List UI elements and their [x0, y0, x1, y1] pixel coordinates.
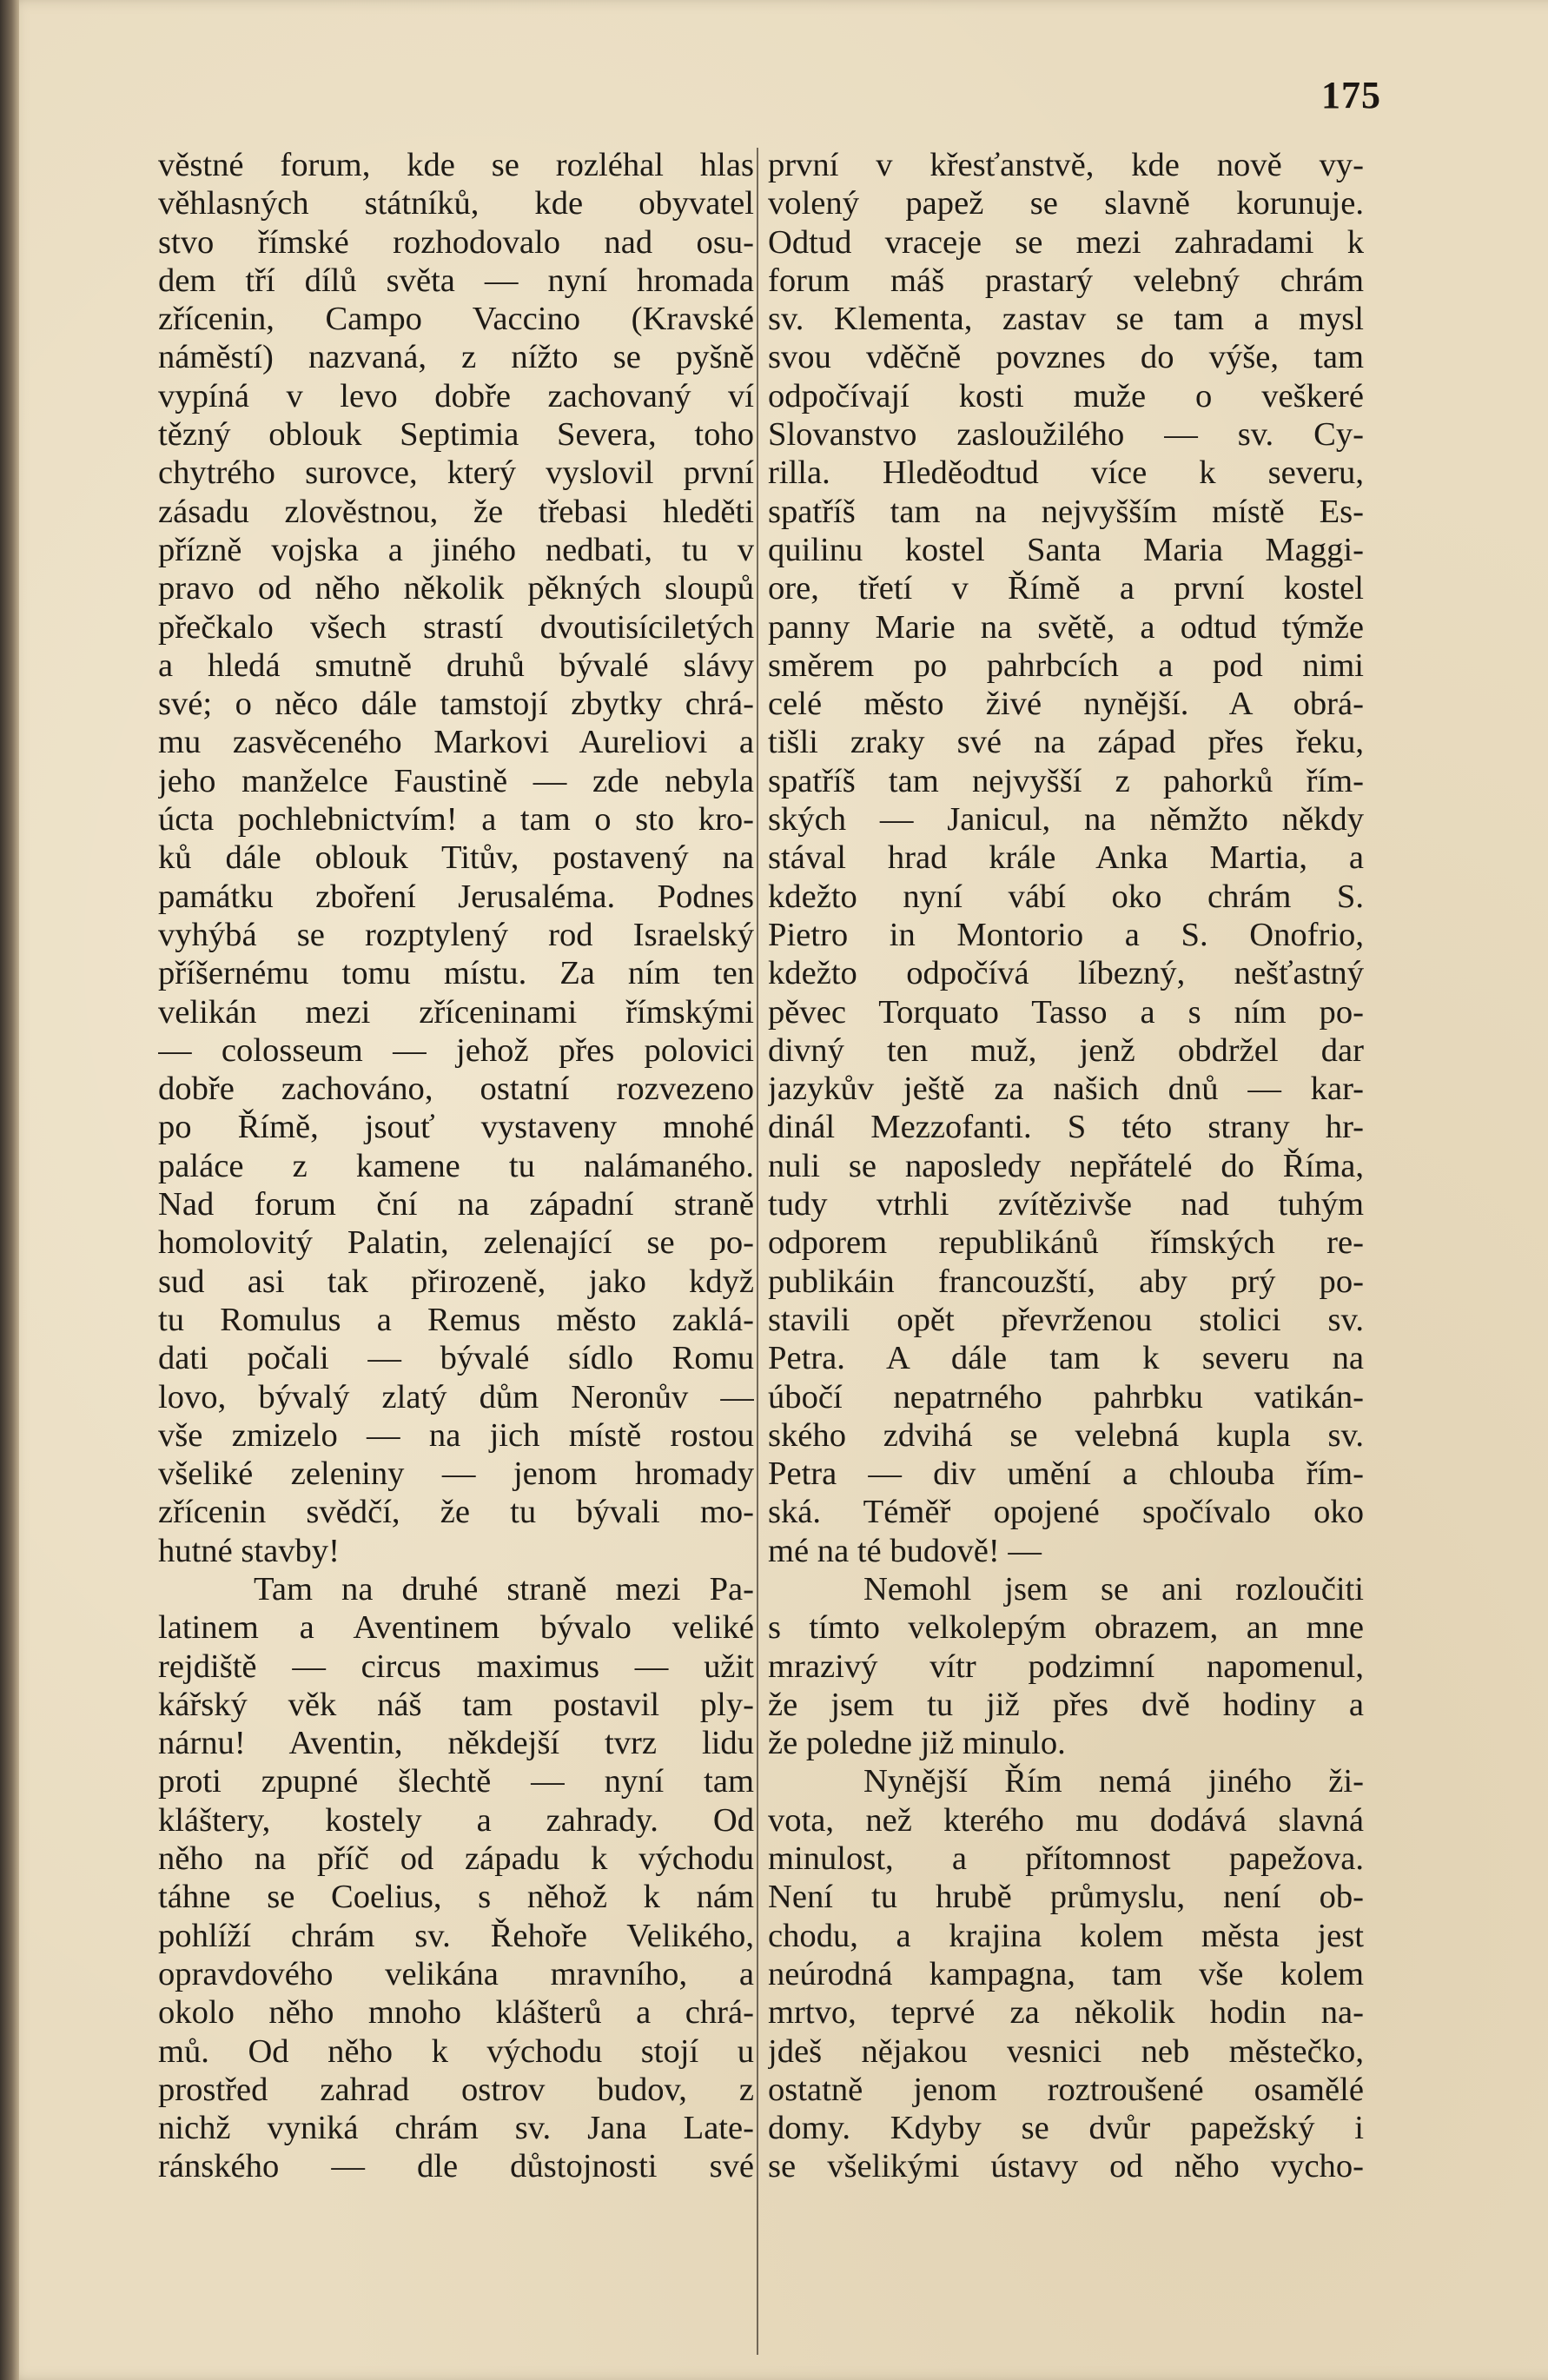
text-line: volený papež se slavně korunuje.	[768, 185, 1364, 222]
text-line: chodu, a krajina kolem města jest	[768, 1917, 1364, 1954]
text-line: ská. Téměř opojené spočívalo oko	[768, 1494, 1364, 1531]
text-line: náměstí) nazvaná, z nížto se pyšně	[158, 339, 754, 376]
text-line: stvo římské rozhodovalo nad osu-	[158, 223, 754, 261]
text-line: vota, než kterého mu dodává slavná	[768, 1801, 1364, 1839]
text-line: homolovitý Palatin, zelenající se po-	[158, 1224, 754, 1262]
text-line: Petra — div umění a chlouba řím-	[768, 1455, 1364, 1493]
text-line: nuli se naposledy nepřátelé do Říma,	[768, 1147, 1364, 1184]
text-line: opravdového velikána mravního, a	[158, 1955, 754, 1992]
text-line: quilinu kostel Santa Maria Maggi-	[768, 531, 1364, 568]
text-line: jdeš nějakou vesnici neb městečko,	[768, 2032, 1364, 2070]
text-line: zřícenin svědčí, že tu bývali mo-	[158, 1494, 754, 1531]
text-line: pohlíží chrám sv. Řehoře Velikého,	[158, 1917, 754, 1954]
text-line: své; o něco dále tamstojí zbytky chrá-	[158, 686, 754, 723]
text-line: úcta pochlebnictvím! a tam o sto kro-	[158, 801, 754, 839]
text-line: neúrodná kampagna, tam vše kolem	[768, 1955, 1364, 1992]
text-line: dinál Mezzofanti. S této strany hr-	[768, 1109, 1364, 1146]
text-line: mé na té budově! —	[768, 1532, 1042, 1569]
text-line: kářský věk náš tam postavil ply-	[158, 1686, 754, 1723]
text-line: po Římě, jsouť vystaveny mnohé	[158, 1109, 754, 1146]
text-line: Tam na druhé straně mezi Pa-	[254, 1570, 754, 1608]
text-line: minulost, a přítomnost papežova.	[768, 1840, 1364, 1878]
text-line: celé město živé nynější. A obrá-	[768, 686, 1364, 723]
text-line: mrazivý vítr podzimní napomenul,	[768, 1647, 1364, 1685]
text-line: domy. Kdyby se dvůr papežský i	[768, 2110, 1364, 2147]
text-line: a hledá smutně druhů bývalé slávy	[158, 646, 754, 684]
text-line: že poledne již minulo.	[768, 1725, 1066, 1762]
right-text-column	[768, 146, 1364, 2186]
text-line: úbočí nepatrného pahrbku vatikán-	[768, 1378, 1364, 1415]
text-line: tu Romulus a Remus město zaklá-	[158, 1301, 754, 1338]
text-line: dati počali — bývalé sídlo Romu	[158, 1340, 754, 1377]
text-line: ských — Janicul, na němžto někdy	[768, 801, 1364, 839]
text-line: pěvec Torquato Tasso a s ním po-	[768, 993, 1364, 1031]
text-line: přečkalo všech strastí dvoutisíciletých	[158, 608, 754, 646]
text-line: směrem po pahrbcích a pod nimi	[768, 646, 1364, 684]
text-line: táhne se Coelius, s něhož k nám	[158, 1879, 754, 1916]
text-line: pravo od něho několik pěkných sloupů	[158, 570, 754, 607]
text-line: proti zpupné šlechtě — nyní tam	[158, 1763, 754, 1800]
text-line: ore, třetí v Římě a první kostel	[768, 570, 1364, 607]
text-line: vypíná v levo dobře zachovaný ví	[158, 377, 754, 414]
text-line: stával hrad krále Anka Martia, a	[768, 839, 1364, 877]
text-line: publikáin francouzští, aby prý po-	[768, 1263, 1364, 1300]
text-line: nárnu! Aventin, někdejší tvrz lidu	[158, 1725, 754, 1762]
text-line: vyhýbá se rozptylený rod Israelský	[158, 916, 754, 953]
text-line: věstné forum, kde se rozléhal hlas	[158, 147, 754, 183]
text-line: vše zmizelo — na jich místě rostou	[158, 1416, 754, 1454]
text-line: mu zasvěceného Markovi Aureliovi a	[158, 724, 754, 761]
text-line: ránského — dle důstojnosti své	[158, 2148, 754, 2185]
left-text-column	[158, 146, 754, 2186]
text-line: latinem a Aventinem bývalo veliké	[158, 1609, 754, 1647]
text-line: divný ten muž, jenž obdržel dar	[768, 1031, 1364, 1069]
book-binding-edge	[0, 0, 19, 2380]
text-line: dobře zachováno, ostatní rozvezeno	[158, 1071, 754, 1108]
text-line: odporem republikánů římských re-	[768, 1224, 1364, 1262]
text-line: kdežto nyní vábí oko chrám S.	[768, 878, 1364, 915]
text-line: prostřed zahrad ostrov budov, z	[158, 2071, 754, 2108]
text-line: Nemohl jsem se ani rozloučiti	[863, 1570, 1364, 1608]
text-line: památku zboření Jerusaléma. Podnes	[158, 878, 754, 915]
text-line: zásadu zlověstnou, že třebasi hleděti	[158, 493, 754, 530]
text-line: že jsem tu již přes dvě hodiny a	[768, 1686, 1364, 1723]
text-line: stavili opět převrženou stolici sv.	[768, 1301, 1364, 1338]
text-line: nichž vyniká chrám sv. Jana Late-	[158, 2110, 754, 2147]
text-line: lovo, bývalý zlatý dům Neronův —	[158, 1378, 754, 1415]
text-line: hutné stavby!	[158, 1532, 340, 1569]
text-line: mrtvo, teprvé za několik hodin na-	[768, 1994, 1364, 2032]
text-line: rejdiště — circus maximus — užit	[158, 1647, 754, 1685]
text-line: svou vděčně povznes do výše, tam	[768, 339, 1364, 376]
text-line: rilla. Hleděodtud více k severu,	[768, 454, 1364, 492]
text-line: sv. Klementa, zastav se tam a mysl	[768, 301, 1364, 338]
text-line: Není tu hrubě průmyslu, není ob-	[768, 1879, 1364, 1916]
text-line: tišli zraky své na západ přes řeku,	[768, 724, 1364, 761]
text-line: jazykův ještě za našich dnů — kar-	[768, 1071, 1364, 1108]
text-line: Petra. A dále tam k severu na	[768, 1340, 1364, 1377]
text-line: dem tří dílů světa — nyní hromada	[158, 262, 754, 299]
text-line: Pietro in Montorio a S. Onofrio,	[768, 916, 1364, 953]
text-line: se všelikými ústavy od něho vycho-	[768, 2148, 1364, 2185]
text-line: ků dále oblouk Titův, postavený na	[158, 839, 754, 877]
text-line: příšernému tomu místu. Za ním ten	[158, 955, 754, 992]
text-line: velikán mezi zříceninami římskými	[158, 993, 754, 1031]
text-line: spatříš tam nejvyšší z pahorků řím-	[768, 762, 1364, 799]
text-line: přízně vojska a jiného nedbati, tu v	[158, 531, 754, 568]
column-divider	[757, 148, 758, 2355]
text-line: tudy vtrhli zvítězivše nad tuhým	[768, 1186, 1364, 1223]
text-line: Nynější Řím nemá jiného ži-	[863, 1763, 1364, 1800]
text-line: ostatně jenom roztroušené osamělé	[768, 2071, 1364, 2108]
text-line: kláštery, kostely a zahrady. Od	[158, 1801, 754, 1839]
text-line: tězný oblouk Septimia Severa, toho	[158, 416, 754, 454]
text-line: něho na příč od západu k východu	[158, 1840, 754, 1878]
text-line: paláce z kamene tu nalámaného.	[158, 1147, 754, 1184]
text-line: ského zdvihá se velebná kupla sv.	[768, 1416, 1364, 1454]
text-line: zřícenin, Campo Vaccino (Kravské	[158, 301, 754, 338]
text-line: chytrého surovce, který vyslovil první	[158, 454, 754, 492]
text-line: všeliké zeleniny — jenom hromady	[158, 1455, 754, 1493]
text-line: jeho manželce Faustině — zde nebyla	[158, 762, 754, 799]
text-line: spatříš tam na nejvyšším místě Es-	[768, 493, 1364, 530]
text-line: sud asi tak přirozeně, jako když	[158, 1263, 754, 1300]
text-line: Odtud vraceje se mezi zahradami k	[768, 223, 1364, 261]
text-line: první v křesťanstvě, kde nově vy-	[768, 147, 1364, 183]
text-line: kdežto odpočívá líbezný, nešťastný	[768, 955, 1364, 992]
text-line: mů. Od něho k východu stojí u	[158, 2032, 754, 2070]
text-line: Slovanstvo zasloužilého — sv. Cy-	[768, 416, 1364, 454]
page-number: 175	[1321, 74, 1381, 116]
text-line: — colosseum — jehož přes polovici	[158, 1031, 754, 1069]
text-line: s tímto velkolepým obrazem, an mne	[768, 1609, 1364, 1647]
text-line: odpočívají kosti muže o veškeré	[768, 377, 1364, 414]
text-line: okolo něho mnoho klášterů a chrá-	[158, 1994, 754, 2032]
text-line: Nad forum ční na západní straně	[158, 1186, 754, 1223]
text-line: forum máš prastarý velebný chrám	[768, 262, 1364, 299]
text-line: věhlasných státníků, kde obyvatel	[158, 185, 754, 222]
text-line: panny Marie na světě, a odtud týmže	[768, 608, 1364, 646]
